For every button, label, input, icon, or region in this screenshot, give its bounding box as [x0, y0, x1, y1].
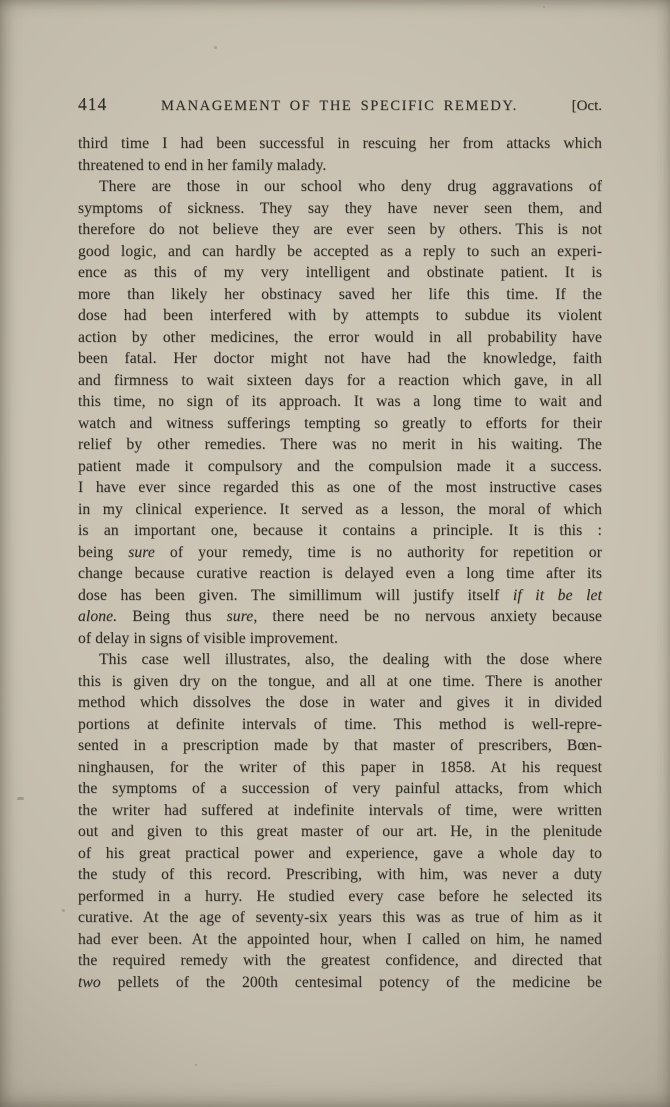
- text-line: sented in a prescription made by that master of prescribers, Bœn-: [78, 737, 602, 754]
- text-line: change because curative reaction is delayed even a long time after its: [78, 565, 602, 582]
- text-line: patient made it compulsory and the compulsion made it a success.: [78, 457, 602, 475]
- text-line: third time I had been successful in rescuing her from attacks which: [78, 135, 602, 152]
- text-line: this is given dry on the tongue, and all at one time. There is another: [78, 672, 602, 690]
- text-line: in my clinical experience. It served as a lesson, the moral of which: [78, 500, 602, 518]
- text-line: performed in a hurry. He studied every case before he selected its: [78, 887, 602, 905]
- text-line: this time, no sign of its approach. It was a long time to wait and: [78, 393, 602, 410]
- text-line: the study of this record. Prescribing, with him, was never a duty: [78, 866, 602, 883]
- text-line: more than likely her obstinacy saved her life this time. If the: [78, 285, 602, 303]
- text-line: therefore do not believe they are ever seen by others. This is not: [78, 221, 602, 238]
- text-line: the symptoms of a succession of very painful attacks, from which: [78, 780, 602, 797]
- text-line: ninghausen, for the writer of this paper in 1858. At his request: [78, 758, 602, 776]
- scan-speck: [62, 909, 65, 912]
- text-line: This case well illustrates, also, the dealing with the dose where: [99, 651, 602, 668]
- text-line: and firmness to wait sixteen days for a reaction which gave, in all: [78, 371, 602, 389]
- text-line: There are those in our school who deny drug aggravations of: [99, 178, 602, 195]
- text-line: of delay in signs of visible improvement.: [78, 629, 339, 647]
- text-line: method which dissolves the dose in water and gives it in divided: [78, 694, 602, 711]
- text-line: of his great practical power and experience, gave a whole day to: [78, 844, 602, 862]
- text-line: dose had been interfered with by attempts to subdue its violent: [78, 307, 602, 324]
- scan-speck: [195, 1064, 197, 1066]
- page-body: [78, 133, 602, 993]
- text-line: dose has been given. The simillimum will justify itself if it be let: [78, 586, 603, 604]
- text-line: been fatal. Her doctor might not have had the knowledge, faith: [78, 350, 602, 367]
- text-line: out and given to this great master of our art. He, in the plenitude: [78, 823, 602, 840]
- page-number: 414: [78, 94, 108, 114]
- text-line: portions at definite intervals of time. This method is well-repre-: [78, 715, 602, 733]
- text-line: the required remedy with the greatest confidence, and directed that: [78, 952, 602, 969]
- text-line: curative. At the age of seventy-six years this was as true of him as it: [78, 909, 602, 926]
- text-line: watch and witness sufferings tempting so greatly to efforts for their: [78, 414, 602, 432]
- text-line: I have ever since regarded this as one of the most instructive cases: [78, 479, 602, 496]
- issue-date: [Oct.: [571, 98, 602, 114]
- paragraph: [78, 133, 602, 176]
- page-header: [78, 94, 602, 116]
- scan-speck: [17, 797, 24, 800]
- text-line: good logic, and can hardly be accepted as a reply to such an experi-: [78, 242, 602, 260]
- text-line: two pellets of the 200th centesimal potency of the medicine be: [78, 973, 602, 991]
- text-line: relief by other remedies. There was no merit in his waiting. The: [78, 436, 602, 453]
- text-line: had ever been. At the appointed hour, when I called on him, he named: [78, 930, 602, 948]
- text-line: action by other medicines, the error would in all probability have: [78, 328, 602, 346]
- scan-speck: [543, 6, 545, 8]
- text-line: symptoms of sickness. They say they have never seen them, and: [78, 199, 602, 217]
- scan-speck: [214, 46, 217, 49]
- text-line: alone. Being thus sure, there need be no nervous anxiety because: [78, 608, 602, 625]
- text-line: being sure of your remedy, time is no authority for repetition or: [78, 543, 602, 561]
- paragraph: [78, 649, 602, 993]
- text-block: [78, 94, 602, 993]
- text-line: is an important one, because it contains a principle. It is this :: [78, 522, 602, 539]
- text-line: the writer had suffered at indefinite intervals of time, were written: [78, 801, 602, 819]
- text-line: ence as this of my very intelligent and obstinate patient. It is: [78, 264, 602, 281]
- text-line: threatened to end in her family malady.: [78, 156, 327, 174]
- paragraph: [78, 176, 602, 649]
- running-title: MANAGEMENT OF THE SPECIFIC REMEDY.: [161, 98, 518, 114]
